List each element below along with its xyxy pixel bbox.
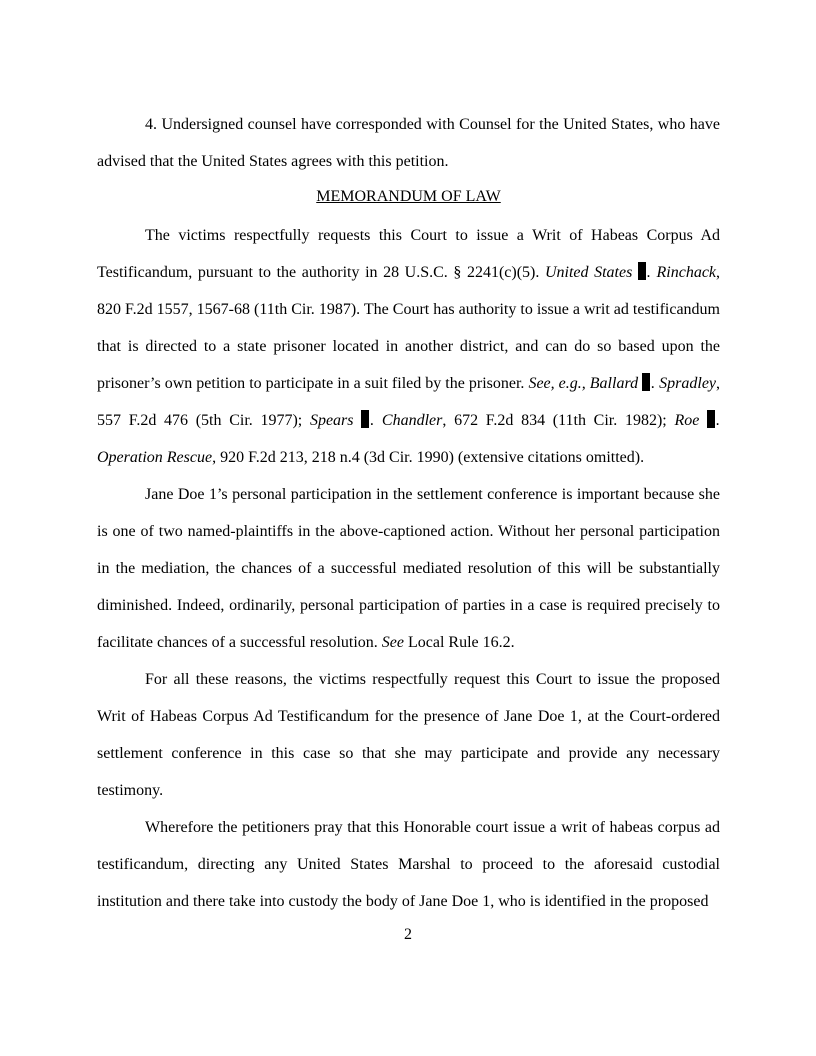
citation-spradley: . Spradley — [651, 375, 717, 392]
citation-united-states: United States — [544, 264, 633, 281]
paragraph-4: 4. Undersigned counsel have corresponded with Counsel for the United States, who have advised that the United States agrees with this petition. — [97, 116, 720, 170]
redaction-mark — [361, 410, 369, 428]
body-block — [97, 217, 720, 920]
memo-text-5: , 920 F.2d 213, 218 n.4 (3d Cir. 1990) (extensive citations omitted). — [212, 449, 645, 466]
wherefore-paragraph: Wherefore the petitioners pray that this Honorable court issue a writ of habeas corpus ad testificandum, directing any United States Marshal to proceed to the aforesaid custodial institution and there take into custody the body of Jane Doe 1, who is identified in the proposed — [97, 819, 720, 910]
memo-text-1: The victims respectfully requests this Court to issue a Writ of Habeas Corpus Ad Testificandum, pursuant to the authority in 28 U.S.C. § 2241(c)(5). — [97, 227, 720, 281]
memo-text-2: , 820 F.2d 1557, 1567-68 (11th Cir. 1987). The Court has authority to issue a writ ad testificandum that is directed to a state prisoner located in another district, and can do so based upon the prisoner’s own petition to participate in a suit filed by the prisoner. — [97, 264, 721, 392]
redaction-mark — [642, 373, 650, 391]
memorandum-heading: MEMORANDUM OF LAW — [316, 188, 501, 205]
citation-rinchack: . Rinchack — [646, 264, 717, 281]
citation-see: See — [381, 634, 404, 651]
citation-operation-rescue: . Operation Rescue — [97, 412, 721, 466]
redaction-mark — [707, 410, 715, 428]
citation-chandler: . Chandler — [370, 412, 443, 429]
jane-doe-paragraph — [97, 476, 720, 661]
paragraph-4-block — [97, 106, 720, 180]
memo-text-3: , 557 F.2d 476 (5th Cir. 1977); — [97, 375, 721, 429]
citation-spears: Spears — [309, 412, 354, 429]
redaction-mark — [638, 262, 646, 280]
doe-text-1: Jane Doe 1’s personal participation in the settlement conference is important because she is one of two named-plaintiffs in the above-captioned action. Without her personal participation in the mediation, the chances of a successful mediated resolution of this will be substantially diminished. Indeed, ordinarily, personal participation of parties in a case is required precisely to facilitate chances of a successful resolution. — [97, 486, 720, 651]
doe-text-2: Local Rule 16.2. — [403, 634, 515, 651]
citation-ballard: See, e.g., Ballard — [528, 375, 639, 392]
page-number: 2 — [404, 926, 412, 943]
citation-roe: Roe — [674, 412, 700, 429]
memo-text-4: , 672 F.2d 834 (11th Cir. 1982); — [442, 412, 675, 429]
reasons-paragraph: For all these reasons, the victims respectfully request this Court to issue the proposed Writ of Habeas Corpus Ad Testificandum for the presence of Jane Doe 1, at the Court-ordered settlement conference in this case so that she may participate and provide any necessary testimony. — [97, 671, 720, 799]
memorandum-paragraph — [97, 217, 720, 476]
